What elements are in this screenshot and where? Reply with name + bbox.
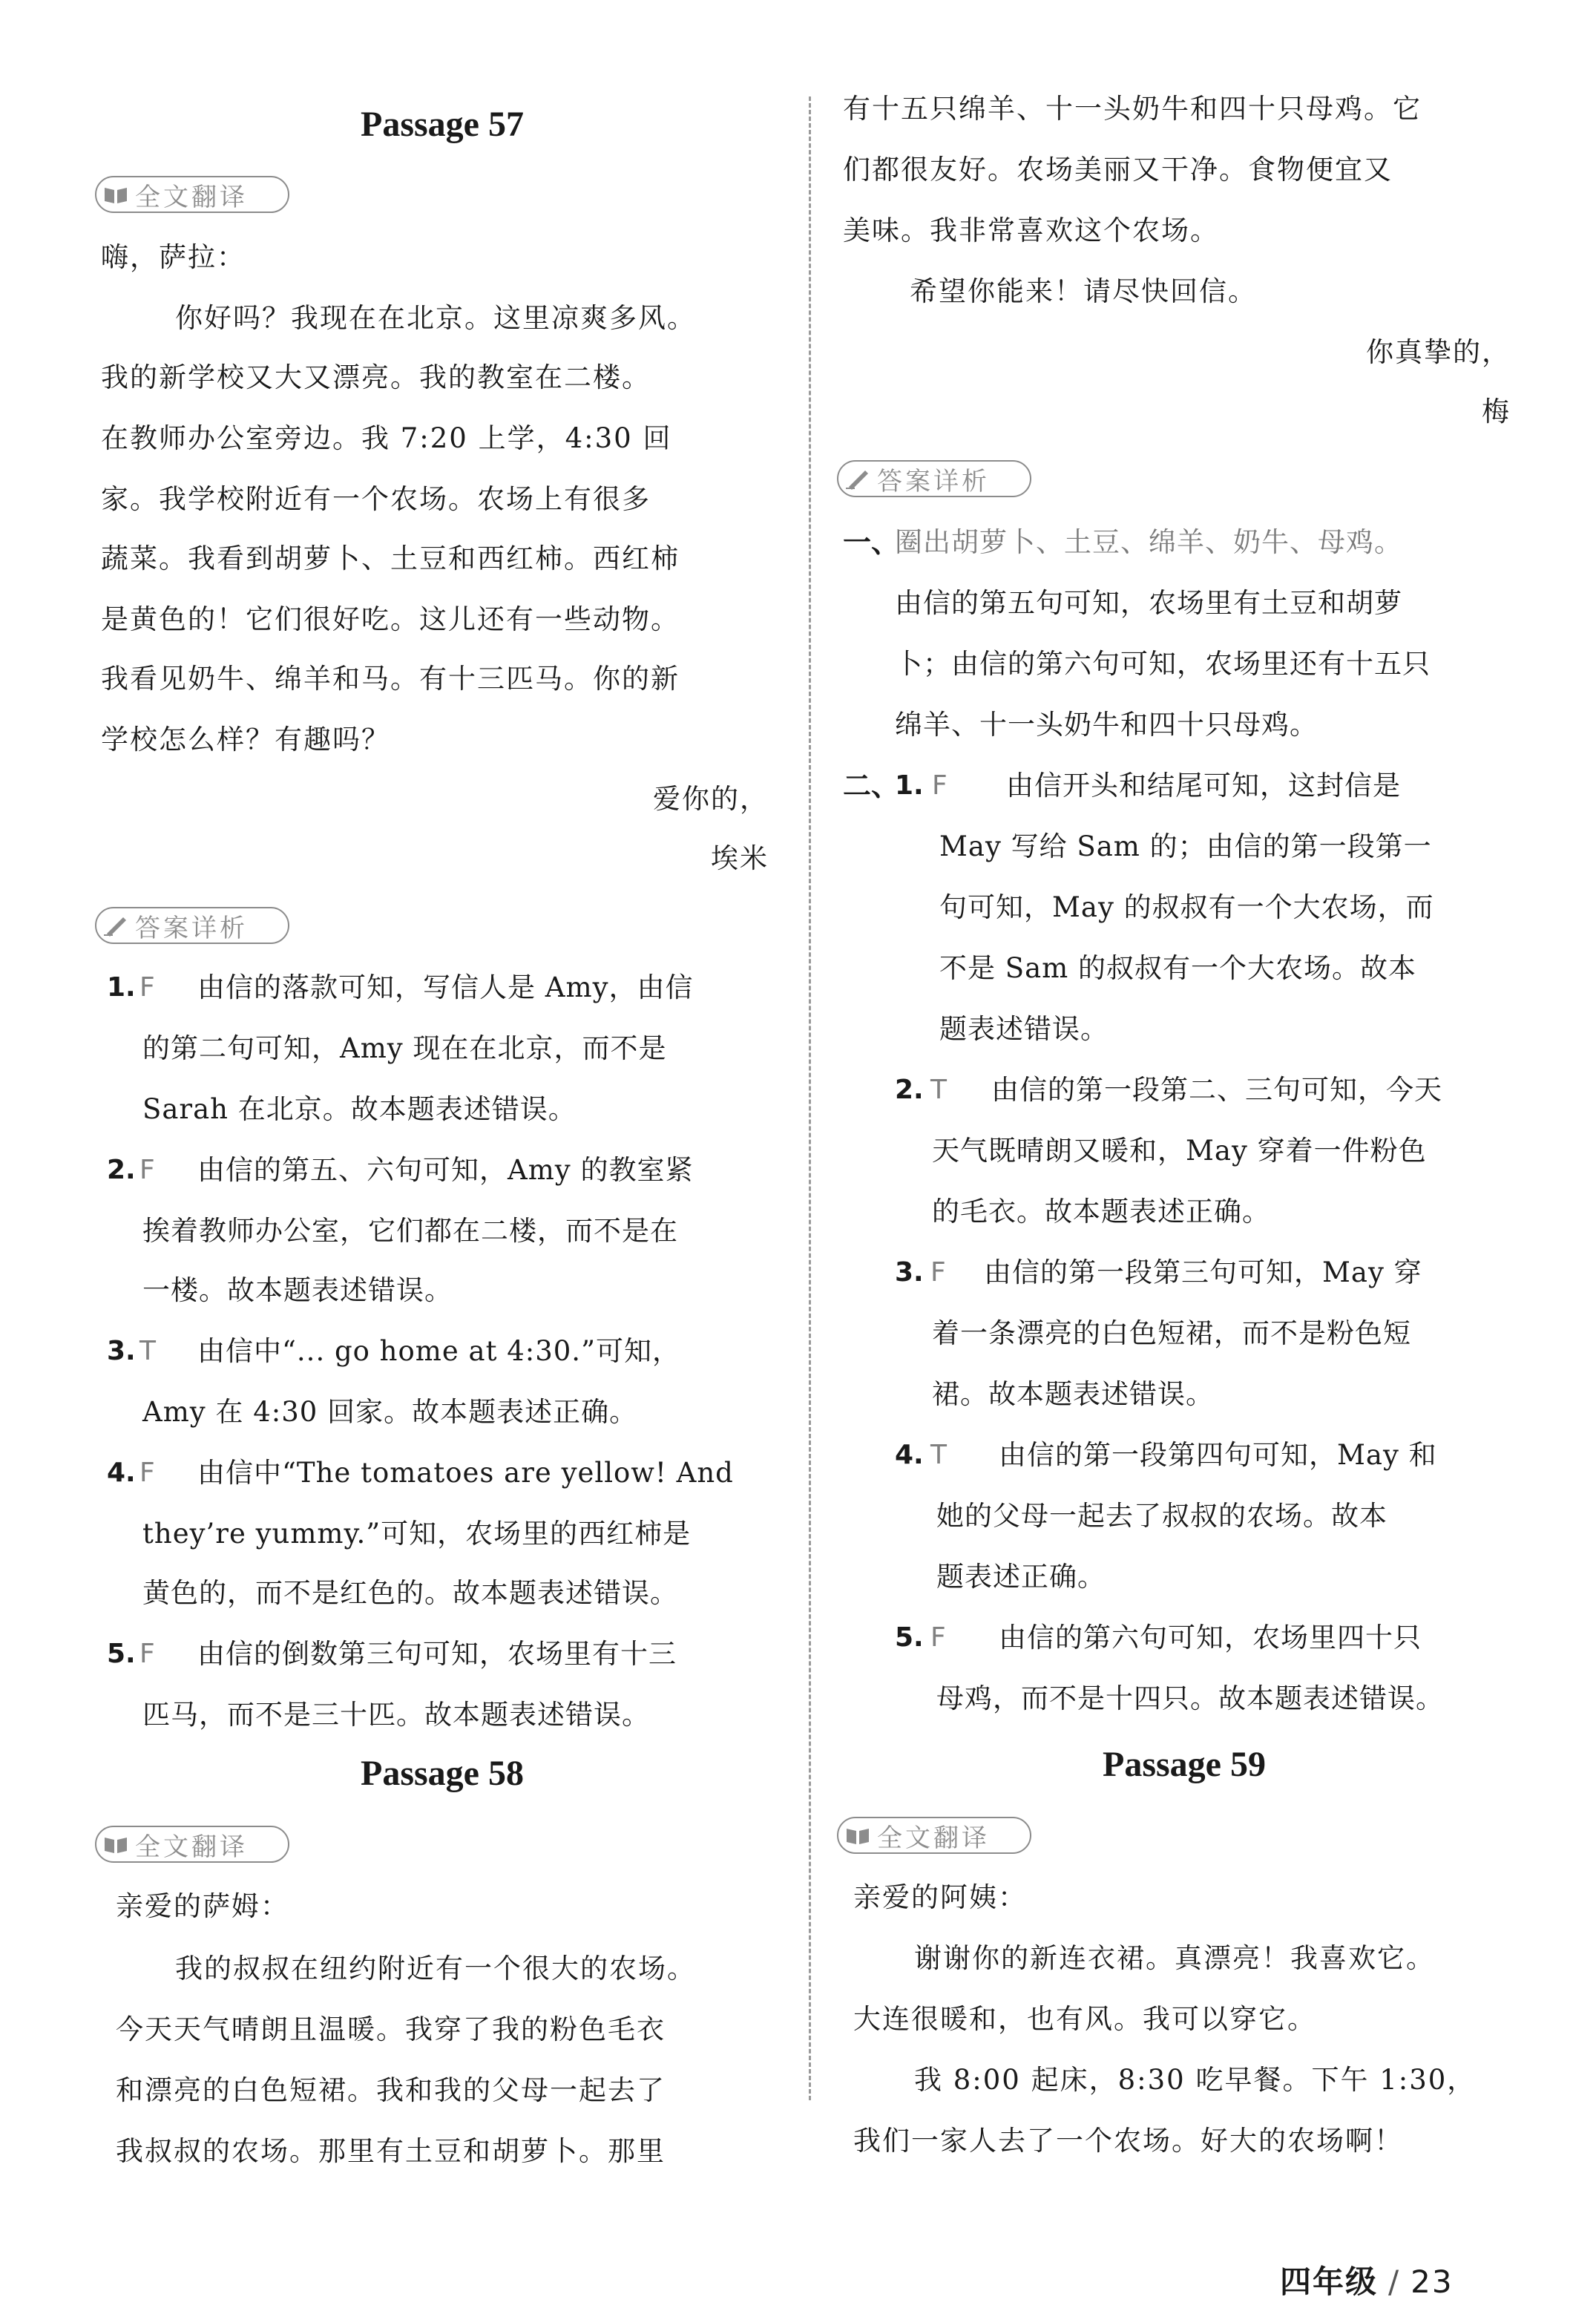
answer-text: 由信的第五、六句可知，Amy 的教室紧	[197, 1154, 694, 1186]
letter-57-line: 在教师办公室旁边。我 7:20 上学，4:30 回	[101, 422, 672, 454]
passage-58-title: Passage 58	[361, 1754, 524, 1793]
answer-mark: F	[139, 1458, 155, 1488]
section-one-text: 绵羊、十一头奶牛和四十只母鸡。	[895, 709, 1318, 741]
answer-text: 她的父母一起去了叔叔的农场。故本	[936, 1500, 1388, 1532]
answer-mark: T	[930, 1440, 947, 1470]
answer-number: 3.	[107, 1336, 136, 1366]
section-one-number: 一、	[843, 526, 900, 559]
answer-mark: F	[139, 1639, 155, 1669]
pen-icon	[844, 468, 871, 490]
letter-57-line: 我看见奶牛、绵羊和马。有十三匹马。你的新	[101, 663, 680, 695]
pen-icon	[102, 914, 129, 937]
translation-tag	[95, 176, 289, 213]
page-footer	[1280, 2258, 1454, 2302]
footer-separator: /	[1388, 2264, 1401, 2300]
letter-58-line: 希望你能来！请尽快回信。	[910, 275, 1257, 307]
answer-number: 5.	[107, 1639, 136, 1669]
answer-number: 5.	[895, 1622, 924, 1653]
answer-text: 由信开头和结尾可知，这封信是	[1006, 770, 1401, 802]
letter-59-greeting: 亲爱的阿姨：	[853, 1881, 1027, 1913]
translation-tag-label: 全文翻译	[877, 1823, 990, 1853]
answer-mark: F	[930, 1257, 946, 1288]
answer-text: Sarah 在北京。故本题表述错误。	[142, 1093, 577, 1125]
answer-number: 3.	[895, 1257, 924, 1288]
letter-59-line: 我 8:00 起床，8:30 吃早餐。下午 1:30，	[914, 2064, 1477, 2096]
section-one-text: 卜；由信的第六句可知，农场里还有十五只	[895, 648, 1431, 680]
letter-59-line: 我们一家人去了一个农场。好大的农场啊！	[853, 2125, 1403, 2157]
translation-tag-label: 全文翻译	[135, 182, 248, 212]
letter-57-line: 家。我学校附近有一个农场。农场上有很多	[101, 483, 651, 515]
book-icon	[102, 1833, 129, 1855]
answer-text: 裙。故本题表述错误。	[932, 1378, 1214, 1410]
answer-mark: T	[930, 1075, 947, 1105]
letter-58-closing: 你真挚的，	[1366, 336, 1511, 368]
answer-mark: F	[930, 1622, 946, 1653]
letter-58-line: 们都很友好。农场美丽又干净。食物便宜又	[843, 154, 1393, 186]
letter-58-signature: 梅	[1482, 396, 1511, 427]
answer-tag-label: 答案详析	[877, 466, 990, 496]
answer-text: 由信的倒数第三句可知，农场里有十三	[197, 1638, 677, 1670]
answer-text: 一楼。故本题表述错误。	[142, 1274, 453, 1306]
book-icon	[102, 183, 129, 206]
letter-58-line: 我的叔叔在纽约附近有一个很大的农场。	[175, 1953, 696, 1984]
answer-text: 由信的第一段第二、三句可知，今天	[991, 1074, 1442, 1106]
letter-58-line: 美味。我非常喜欢这个农场。	[843, 214, 1219, 246]
answer-text: 挨着教师办公室，它们都在二楼，而不是在	[142, 1215, 678, 1247]
book-icon	[844, 1824, 871, 1846]
translation-tag	[837, 1817, 1031, 1854]
page-number: 23	[1411, 2264, 1454, 2300]
column-divider	[809, 96, 811, 2100]
letter-58-line: 有十五只绵羊、十一头奶牛和四十只母鸡。它	[843, 93, 1422, 125]
answer-mark: F	[139, 972, 155, 1003]
letter-58-greeting: 亲爱的萨姆：	[116, 1890, 289, 1922]
answer-text: 由信中“... go home at 4:30.”可知，	[197, 1335, 680, 1367]
answer-text: 母鸡，而不是十四只。故本题表述错误。	[936, 1682, 1444, 1714]
answer-text: 由信中“The tomatoes are yellow! And	[197, 1457, 734, 1489]
letter-57-greeting: 嗨，萨拉：	[101, 241, 246, 273]
letter-57-line: 你好吗？我现在在北京。这里凉爽多风。	[175, 302, 696, 334]
answer-number: 2.	[107, 1155, 136, 1185]
section-one-task: 圈出胡萝卜、土豆、绵羊、奶牛、母鸡。	[895, 526, 1402, 558]
answer-text: 由信的第一段第四句可知，May 和	[999, 1439, 1437, 1471]
answer-text: 的第二句可知，Amy 现在在北京，而不是	[142, 1032, 667, 1064]
letter-58-line: 和漂亮的白色短裙。我和我的父母一起去了	[116, 2074, 666, 2106]
answer-text: 句可知，May 的叔叔有一个大农场，而	[939, 891, 1434, 923]
passage-59-title: Passage 59	[1103, 1745, 1266, 1784]
answer-text: 天气既晴朗又暖和，May 穿着一件粉色	[932, 1135, 1427, 1167]
letter-59-line: 谢谢你的新连衣裙。真漂亮！我喜欢它。	[914, 1942, 1435, 1974]
letter-57-closing: 爱你的，	[653, 783, 769, 815]
answer-text: 的毛衣。故本题表述正确。	[932, 1196, 1270, 1228]
answer-mark: F	[139, 1155, 155, 1185]
answer-text: 黄色的，而不是红色的。故本题表述错误。	[142, 1577, 678, 1609]
answer-number: 2.	[895, 1075, 924, 1105]
answer-text: 着一条漂亮的白色短裙，而不是粉色短	[932, 1317, 1411, 1349]
answer-number: 1.	[895, 770, 924, 801]
answer-text: 题表述错误。	[939, 1013, 1109, 1045]
answer-text: 题表述正确。	[936, 1561, 1106, 1593]
answer-text: 匹马，而不是三十匹。故本题表述错误。	[142, 1699, 650, 1731]
answer-text: 由信的第一段第三句可知，May 穿	[984, 1256, 1422, 1288]
letter-58-line: 我叔叔的农场。那里有土豆和胡萝卜。那里	[116, 2135, 666, 2167]
answer-number: 4.	[895, 1440, 924, 1470]
answer-mark: F	[932, 770, 948, 801]
letter-57-line: 学校怎么样？有趣吗？	[101, 724, 390, 756]
answer-number: 4.	[107, 1458, 136, 1488]
answer-mark: T	[139, 1336, 156, 1366]
answer-text: Amy 在 4:30 回家。故本题表述正确。	[142, 1396, 638, 1428]
section-one-text: 由信的第五句可知，农场里有土豆和胡萝	[895, 587, 1402, 619]
answer-tag	[837, 460, 1031, 497]
letter-57-line: 蔬菜。我看到胡萝卜、土豆和西红柿。西红柿	[101, 543, 680, 574]
letter-57-line: 是黄色的！它们很好吃。这儿还有一些动物。	[101, 603, 680, 635]
letter-57-signature: 埃米	[711, 842, 769, 874]
answer-text: May 写给 Sam 的；由信的第一段第一	[939, 830, 1432, 862]
answer-text: 不是 Sam 的叔叔有一个大农场。故本	[939, 952, 1417, 984]
letter-58-line: 今天天气晴朗且温暖。我穿了我的粉色毛衣	[116, 2013, 666, 2045]
answer-number: 1.	[107, 972, 136, 1003]
answer-text: they’re yummy.”可知，农场里的西红柿是	[142, 1518, 692, 1550]
answer-tag-label: 答案详析	[135, 913, 248, 943]
answer-text: 由信的落款可知，写信人是 Amy，由信	[197, 971, 694, 1003]
grade-label: 四年级	[1280, 2264, 1379, 2300]
letter-59-line: 大连很暖和，也有风。我可以穿它。	[853, 2003, 1316, 2035]
answer-text: 由信的第六句可知，农场里四十只	[999, 1622, 1422, 1653]
letter-57-line: 我的新学校又大又漂亮。我的教室在二楼。	[101, 361, 651, 393]
translation-tag	[95, 1826, 289, 1863]
answer-tag	[95, 907, 289, 944]
passage-57-title: Passage 57	[361, 105, 524, 144]
translation-tag-label: 全文翻译	[135, 1832, 248, 1862]
section-two-number: 二、	[843, 770, 900, 802]
